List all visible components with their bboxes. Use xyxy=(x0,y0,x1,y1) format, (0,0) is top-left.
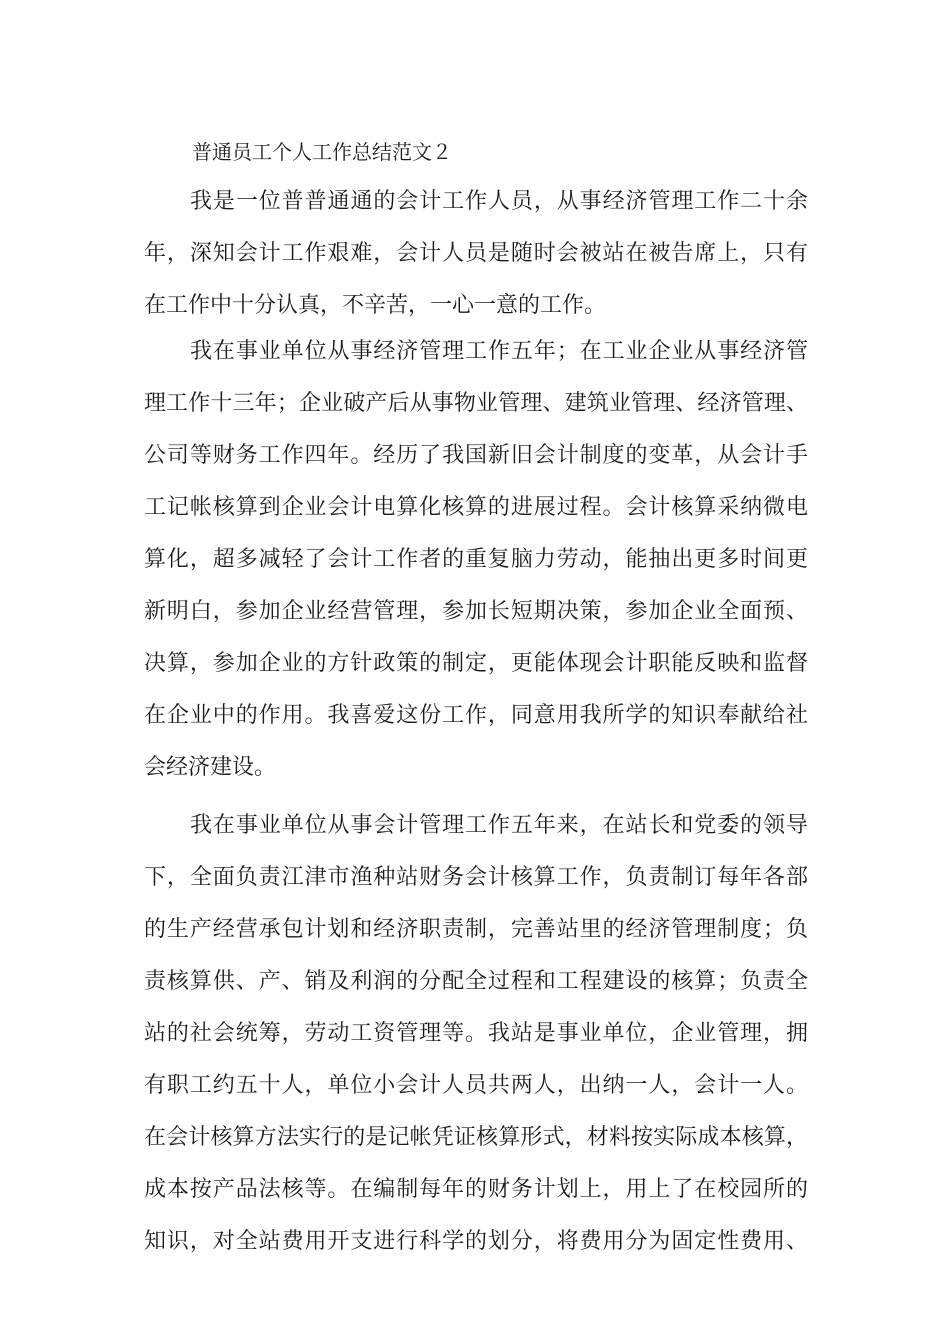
paragraph-line: 在企业中的作用。我喜爱这份工作，同意用我所学的知识奉献给社 xyxy=(144,703,808,728)
paragraph-line: 我是一位普普通通的会计工作人员，从事经济管理工作二十余 xyxy=(190,189,808,214)
document-title: 普通员工个人工作总结范文２ xyxy=(192,140,452,164)
paragraph-line: 在工作中十分认真，不辛苦，一心一意的工作。 xyxy=(144,293,607,318)
paragraph-1 xyxy=(144,176,808,332)
paragraph-line: 我在事业单位从事经济管理工作五年；在工业企业从事经济管 xyxy=(190,339,808,364)
paragraph-line: 下，全面负责江津市渔种站财务会计核算工作，负责制订每年各部 xyxy=(144,865,808,890)
paragraph-line: 工记帐核算到企业会计电算化核算的进展过程。会计核算采纳微电 xyxy=(144,495,808,520)
paragraph-line: 的生产经营承包计划和经济职责制，完善站里的经济管理制度；负 xyxy=(144,917,808,942)
paragraph-3 xyxy=(144,800,808,1268)
paragraph-line: 责核算供、产、销及利润的分配全过程和工程建设的核算；负责全 xyxy=(144,969,808,994)
paragraph-line: 有职工约五十人，单位小会计人员共两人，出纳一人，会计一人。 xyxy=(144,1073,808,1098)
paragraph-line: 公司等财务工作四年。经历了我国新旧会计制度的变革，从会计手 xyxy=(144,443,808,468)
paragraph-line: 我在事业单位从事会计管理工作五年来，在站长和党委的领导 xyxy=(190,813,808,838)
paragraph-line: 新明白，参加企业经营管理，参加长短期决策，参加企业全面预、 xyxy=(144,599,808,624)
paragraph-line: 在会计核算方法实行的是记帐凭证核算形式，材料按实际成本核算， xyxy=(144,1125,808,1150)
paragraph-line: 理工作十三年；企业破产后从事物业管理、建筑业管理、经济管理、 xyxy=(144,391,808,416)
paragraph-line: 算化，超多减轻了会计工作者的重复脑力劳动，能抽出更多时间更 xyxy=(144,547,808,572)
paragraph-line: 知识，对全站费用开支进行科学的划分，将费用分为固定性费用、 xyxy=(144,1229,808,1254)
paragraph-line: 会经济建设。 xyxy=(144,755,277,780)
paragraph-line: 年，深知会计工作艰难，会计人员是随时会被站在被告席上，只有 xyxy=(144,241,808,266)
paragraph-line: 站的社会统筹，劳动工资管理等。我站是事业单位，企业管理，拥 xyxy=(144,1021,808,1046)
paragraph-2 xyxy=(144,326,808,794)
paragraph-line: 决算，参加企业的方针政策的制定，更能体现会计职能反映和监督 xyxy=(144,651,808,676)
paragraph-line: 成本按产品法核等。在编制每年的财务计划上，用上了在校园所的 xyxy=(144,1177,808,1202)
